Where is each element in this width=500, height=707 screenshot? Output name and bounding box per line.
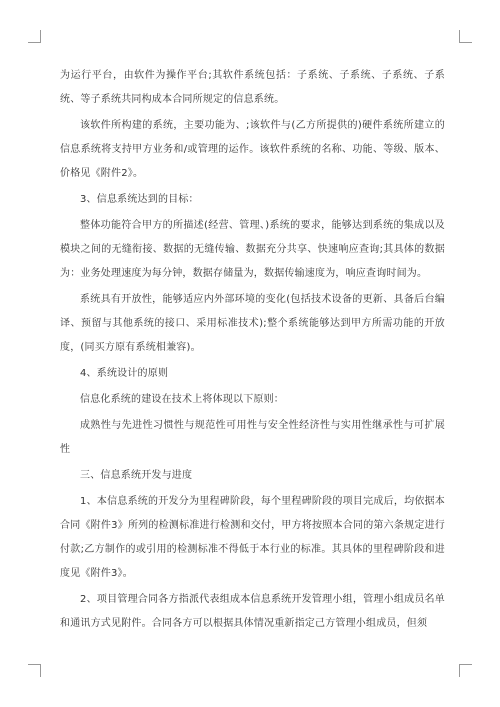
paragraph-2: 该软件所构建的系统，主要功能为、;该软件与(乙方所提供的)硬件系统所建立的信息系统将支持甲方业务和/或管理的运作。该软件系统的名称、功能、等级、版本、价格见《附件2》。	[60, 120, 445, 179]
paragraph-5: 系统具有开放性，能够适应内外部环境的变化(包括技术设备的更新、具备后台编译、预留与其他系统的接口、采用标准技术);整个系统能够达到甲方所需功能的开放度，(同买方原有系统相兼容)。	[60, 294, 445, 353]
section-heading-3: 3、信息系统达到的目标：	[80, 194, 199, 205]
section-heading-4: 4、系统设计的原则	[80, 368, 169, 379]
crop-mark-bottom-left	[28, 664, 41, 677]
paragraph-1: 为运行平台，由软件为操作平台;其软件系统包括：子系统、子系统、子系统、子系统、等子系统共同构成本合同所规定的信息系统。	[60, 70, 445, 105]
document-body	[60, 64, 445, 636]
crop-mark-bottom-right	[459, 664, 472, 677]
paragraph-7: 信息化系统的建设在技术上将体现以下原则：	[80, 394, 284, 405]
paragraph-4: 整体功能符合甲方的所描述(经营、管理、)系统的要求，能够达到系统的集成以及模块之间的无缝衔接、数据的无缝传输、数据充分共享、快速响应查询;其具体的数据为：业务处理速度为每分钟，数据存储量为，数据传输速度为，响应查询时间为。	[60, 220, 445, 279]
crop-mark-top-right	[459, 30, 472, 43]
section-heading-three: 三、信息系统开发与进度	[80, 470, 193, 481]
crop-mark-top-left	[28, 30, 41, 43]
paragraph-11: 2、项目管理合同各方指派代表组成本信息系统开发管理小组，管理小组成员名单和通讯方式见附件。合同各方可以根据具体情况重新指定己方管理小组成员，但须	[60, 594, 445, 629]
paragraph-10: 1、本信息系统的开发分为里程碑阶段，每个里程碑阶段的项目完成后，均依据本合同《附件3》所列的检测标准进行检测和交付，甲方将按照本合同的第六条规定进行付款;乙方制作的或引用的检测标准不得低于本行业的标准。其具体的里程碑阶段和进度见《附件3》。	[60, 496, 445, 579]
paragraph-8: 成熟性与先进性习惯性与规范性可用性与安全性经济性与实用性继承性与可扩展性	[60, 420, 445, 455]
